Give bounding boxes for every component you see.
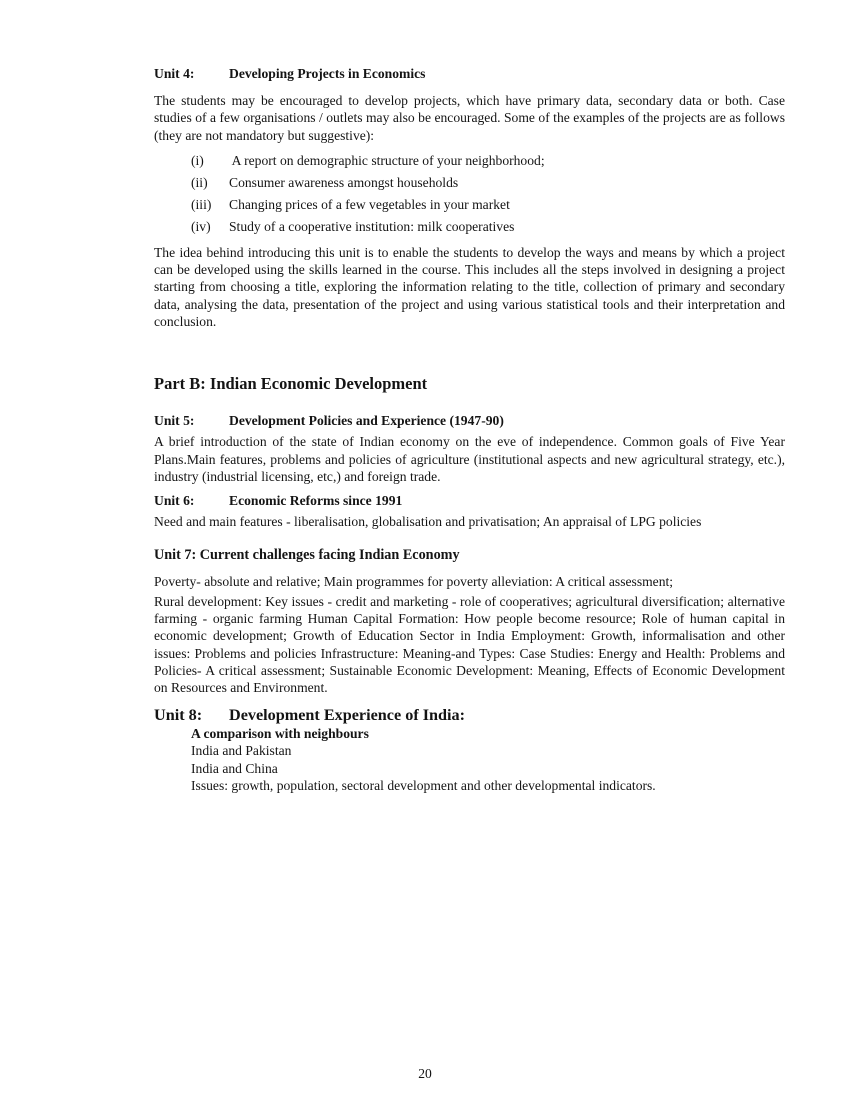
project-examples-list xyxy=(191,150,785,238)
unit4-label: Unit 4: xyxy=(154,66,195,81)
unit8-subtitle: A comparison with neighbours xyxy=(191,725,369,741)
unit5-body: A brief introduction of the state of Indian economy on the eve of independence. Common goals of Five Year Plans.Main features, problems and policies of agriculture (institutional aspects and new agricultural strategy, etc.), industry (industrial licensing, etc,) and foreign trade. xyxy=(154,434,785,484)
part-b-heading: Part B: Indian Economic Development xyxy=(154,374,428,394)
unit8-line: India and China xyxy=(191,760,278,776)
list-item: (ii) Consumer awareness amongst households xyxy=(191,174,459,190)
unit6-heading xyxy=(154,493,785,509)
list-item: (i) A report on demographic structure of your neighborhood; xyxy=(191,152,545,168)
unit8-title: Development Experience of India: xyxy=(229,705,466,724)
page-number: 20 xyxy=(418,1066,432,1081)
unit8-line: India and Pakistan xyxy=(191,743,292,759)
unit6-body: Need and main features - liberalisation, globalisation and privatisation; An appraisal of LPG policies xyxy=(154,514,702,530)
unit8-heading xyxy=(154,706,785,725)
unit6-label: Unit 6: xyxy=(154,493,195,509)
unit4-intro: The students may be encouraged to develop projects, which have primary data, secondary data or both. Case studies of a few organisations / outlets may also be encouraged. Some of the examples of the projects are as follows (they are not mandatory but suggestive): xyxy=(154,93,785,143)
list-item: (iii) Changing prices of a few vegetables in your market xyxy=(191,196,510,212)
unit4-title: Developing Projects in Economics xyxy=(229,66,426,81)
unit4-outro: The idea behind introducing this unit is to enable the students to develop the ways and means by which a project can be developed using the skills learned in the course. This includes all the steps involved in designing a project starting from choosing a title, exploring the information relating to the title, collection of primary and secondary data, analysing the data, presentation of the project and using various statistical tools and their interpretation and conclusion. xyxy=(154,244,785,330)
unit6-title: Economic Reforms since 1991 xyxy=(229,493,403,509)
unit8-line: Issues: growth, population, sectoral development and other developmental indicators. xyxy=(191,778,656,794)
list-item: (iv) Study of a cooperative institution: milk cooperatives xyxy=(191,218,515,234)
unit8-label: Unit 8: xyxy=(154,705,203,724)
unit5-label: Unit 5: xyxy=(154,413,195,429)
unit8-content xyxy=(191,725,785,795)
unit7-body-2: Rural development: Key issues - credit and marketing - role of cooperatives; agricultural diversification; alternative farming - organic farming Human Capital Formation: How people become resource; Role of human capital in economic development; Growth of Education Sector in India Employment: Growth, informalisation and other issues: Problems and policies Infrastructure: Meaning-and Types: Case Studies: Energy and Health: Problems and Policies- A critical assessment; Sustainable Economic Development: Meaning, Effects of Economic Development on Resources and Environment. xyxy=(154,593,785,696)
document-page xyxy=(154,66,785,795)
unit4-heading xyxy=(154,66,785,82)
unit5-title: Development Policies and Experience (1947-90) xyxy=(229,413,504,429)
unit7-body-1: Poverty- absolute and relative; Main programmes for poverty alleviation: A critical assessment; xyxy=(154,573,674,589)
unit7-heading: Unit 7: Current challenges facing Indian Economy xyxy=(154,546,460,563)
unit5-heading xyxy=(154,413,785,429)
